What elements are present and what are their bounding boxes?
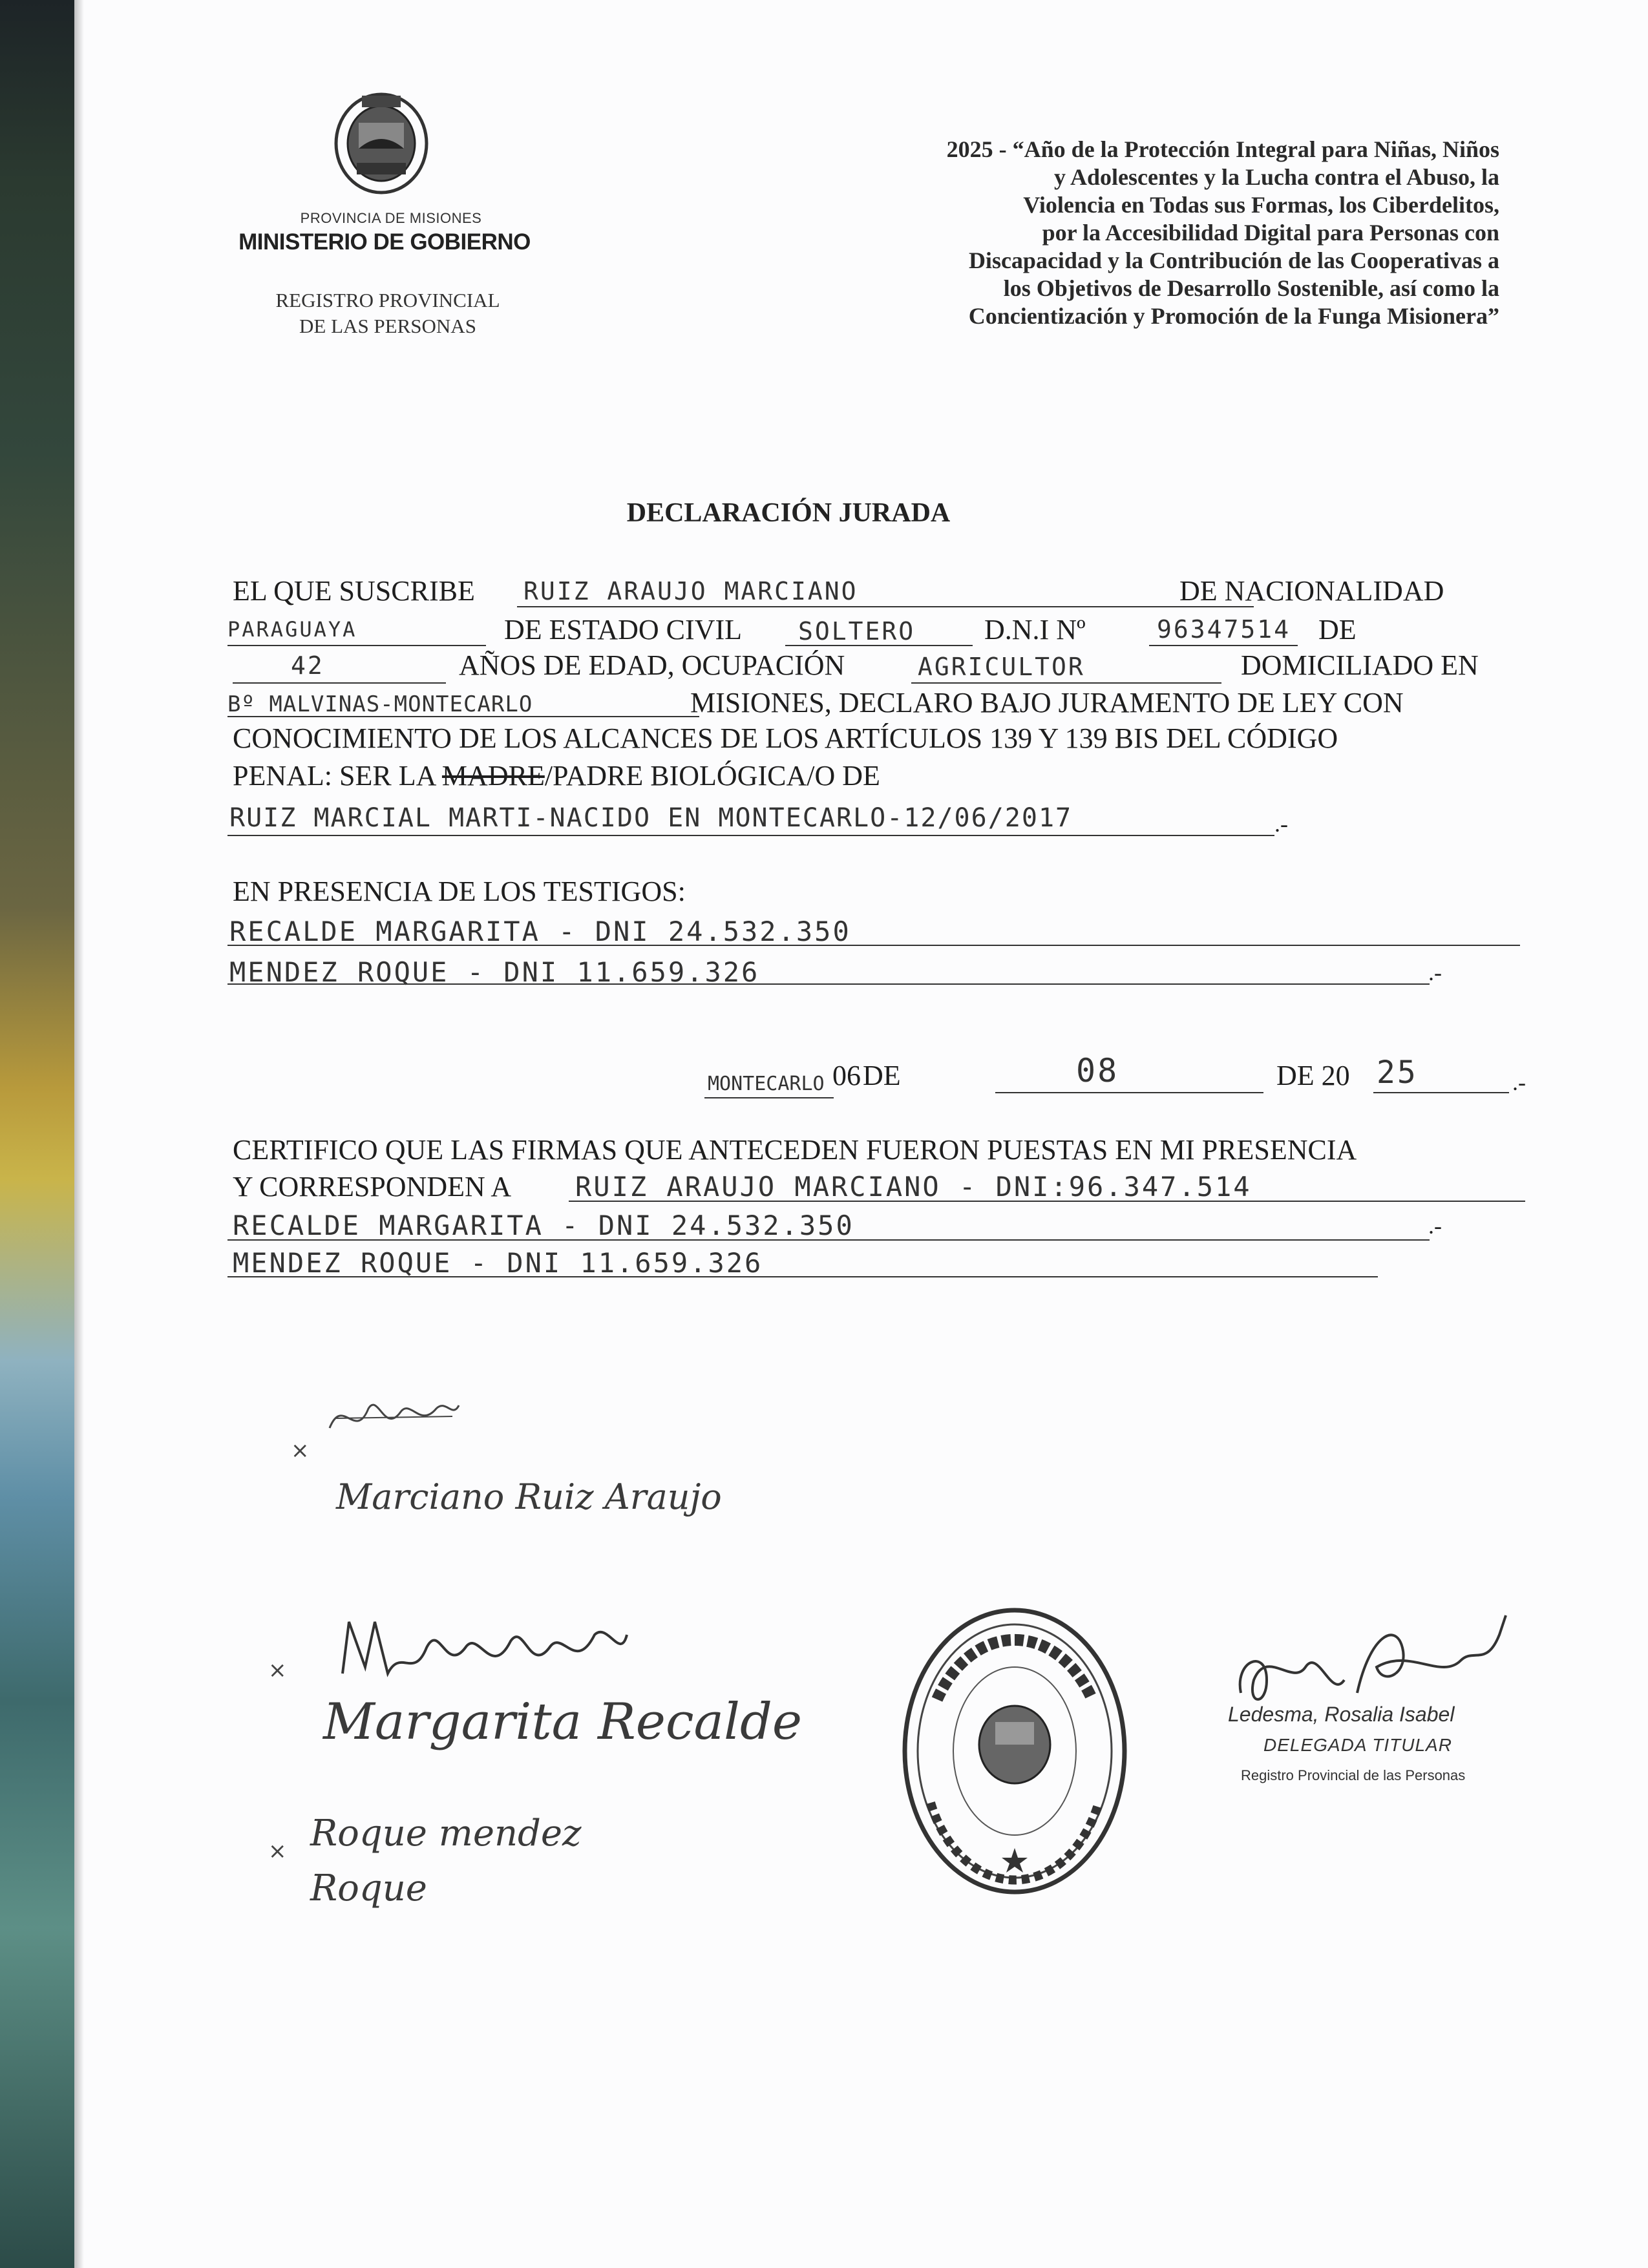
signature-mark: × [268,1657,287,1683]
scan-edge [0,0,74,2268]
label-declaro: MISIONES, DECLARO BAJO JURAMENTO DE LEY CON [690,687,1404,719]
document-page [84,0,1648,2268]
signature-3-second: Roque [310,1867,427,1909]
year-motto [659,136,1499,330]
label-suscribe: EL QUE SUSCRIBE [233,575,475,607]
value-nacionalidad: PARAGUAYA [227,617,357,642]
registry-line-1: REGISTRO PROVINCIAL [275,289,500,311]
certify-line-1: CERTIFICO QUE LAS FIRMAS QUE ANTECEDEN FUERON PUESTAS EN MI PRESENCIA [233,1134,1357,1166]
underline [1373,1092,1509,1093]
label-corresponden: Y CORRESPONDEN A [233,1171,512,1202]
line-penal [233,760,880,792]
signature-mark: × [268,1838,287,1864]
end-dash: .- [1428,1213,1442,1239]
underline [227,983,1430,985]
label-dni: D.N.I Nº [984,614,1086,646]
label-domicilio: DOMICILIADO EN [1241,649,1479,681]
witnesses-label: EN PRESENCIA DE LOS TESTIGOS: [233,876,686,907]
underline [704,1097,834,1098]
value-hijo: RUIZ MARCIAL MARTI-NACIDO EN MONTECARLO-12/06/2017 [229,803,1073,833]
underline [233,682,446,684]
signature-2-name: Margarita Recalde [323,1693,803,1751]
underline [227,945,1520,946]
value-edad: 42 [291,651,324,680]
underline [1149,645,1298,646]
registry-line-2: DE LAS PERSONAS [299,315,476,337]
value-estado-civil: SOLTERO [798,617,916,646]
date-month: 08 [1076,1052,1119,1089]
underline [517,606,1254,607]
witness-2: MENDEZ ROQUE - DNI 11.659.326 [229,956,760,988]
motto-line: 2025 - “Año de la Protección Integral para Niñas, Niños [946,136,1499,162]
value-dni: 96347514 [1157,615,1291,644]
signature-1-scribble-icon [323,1389,465,1447]
signature-mark: × [291,1438,310,1464]
underline [227,716,699,717]
certified-person-1: RUIZ ARAUJO MARCIANO - DNI:96.347.514 [575,1171,1252,1202]
label-de-2: DE 20 [1276,1060,1350,1091]
underline [911,682,1221,684]
registry-seal-icon [898,1602,1131,1900]
witness-1: RECALDE MARGARITA - DNI 24.532.350 [229,916,851,947]
signature-3-name: Roque mendez [310,1812,582,1854]
label-nacionalidad: DE NACIONALIDAD [1179,575,1444,607]
motto-line: Violencia en Todas sus Formas, los Ciberdelitos, [1023,192,1499,218]
certified-person-3: MENDEZ ROQUE - DNI 11.659.326 [233,1247,763,1279]
motto-line: Discapacidad y la Contribución de las Cooperativas a [968,247,1499,273]
label-de: DE [1318,614,1357,646]
label-edad: AÑOS DE EDAD, OCUPACIÓN [459,649,845,681]
end-dash: .- [1428,960,1442,985]
delegate-name: Ledesma, Rosalia Isabel [1228,1703,1455,1726]
certified-person-2: RECALDE MARGARITA - DNI 24.532.350 [233,1210,854,1241]
value-domicilio: Bº MALVINAS-MONTECARLO [227,691,533,717]
label-estado-civil: DE ESTADO CIVIL [504,614,742,646]
registry-label [252,288,523,339]
ministry-label: MINISTERIO DE GOBIERNO [238,229,531,255]
label-penal: PENAL: SER LA [233,760,435,792]
signature-1-name: Marciano Ruiz Araujo [336,1476,722,1517]
value-ocupacion: AGRICULTOR [918,653,1085,681]
underline [785,645,973,646]
document-title: DECLARACIÓN JURADA [626,498,951,528]
underline [227,645,486,646]
end-dash: .- [1274,811,1288,837]
label-padre: /PADRE BIOLÓGICA/O DE [544,760,880,792]
motto-line: Concientización y Promoción de la Funga Misionera” [968,303,1499,329]
province-emblem-icon [330,90,433,197]
province-label: PROVINCIA DE MISIONES [300,210,482,226]
scan-shadow [74,0,84,2268]
delegate-role: DELEGADA TITULAR [1263,1735,1452,1755]
underline [227,1239,1430,1241]
signature-2-scribble-icon [336,1609,633,1686]
end-dash: .- [1512,1069,1526,1095]
struck-madre: MADRE [441,760,545,792]
underline [227,1276,1378,1277]
underline [227,835,1274,836]
delegate-office: Registro Provincial de las Personas [1241,1767,1466,1783]
date-place: MONTECARLO [708,1073,825,1095]
date-day: 06 [832,1060,861,1091]
label-de-1: DE [863,1060,901,1091]
underline [569,1201,1525,1202]
motto-line: los Objetivos de Desarrollo Sostenible, así como la [1003,275,1499,301]
underline [995,1092,1263,1093]
date-year: 25 [1377,1055,1418,1091]
motto-line: y Adolescentes y la Lucha contra el Abuso, la [1053,164,1499,190]
value-name: RUIZ ARAUJO MARCIANO [523,577,858,605]
motto-line: por la Accesibilidad Digital para Personas con [1042,220,1499,246]
line-conocimiento: CONOCIMIENTO DE LOS ALCANCES DE LOS ARTÍCULOS 139 Y 139 BIS DEL CÓDIGO [233,722,1338,754]
